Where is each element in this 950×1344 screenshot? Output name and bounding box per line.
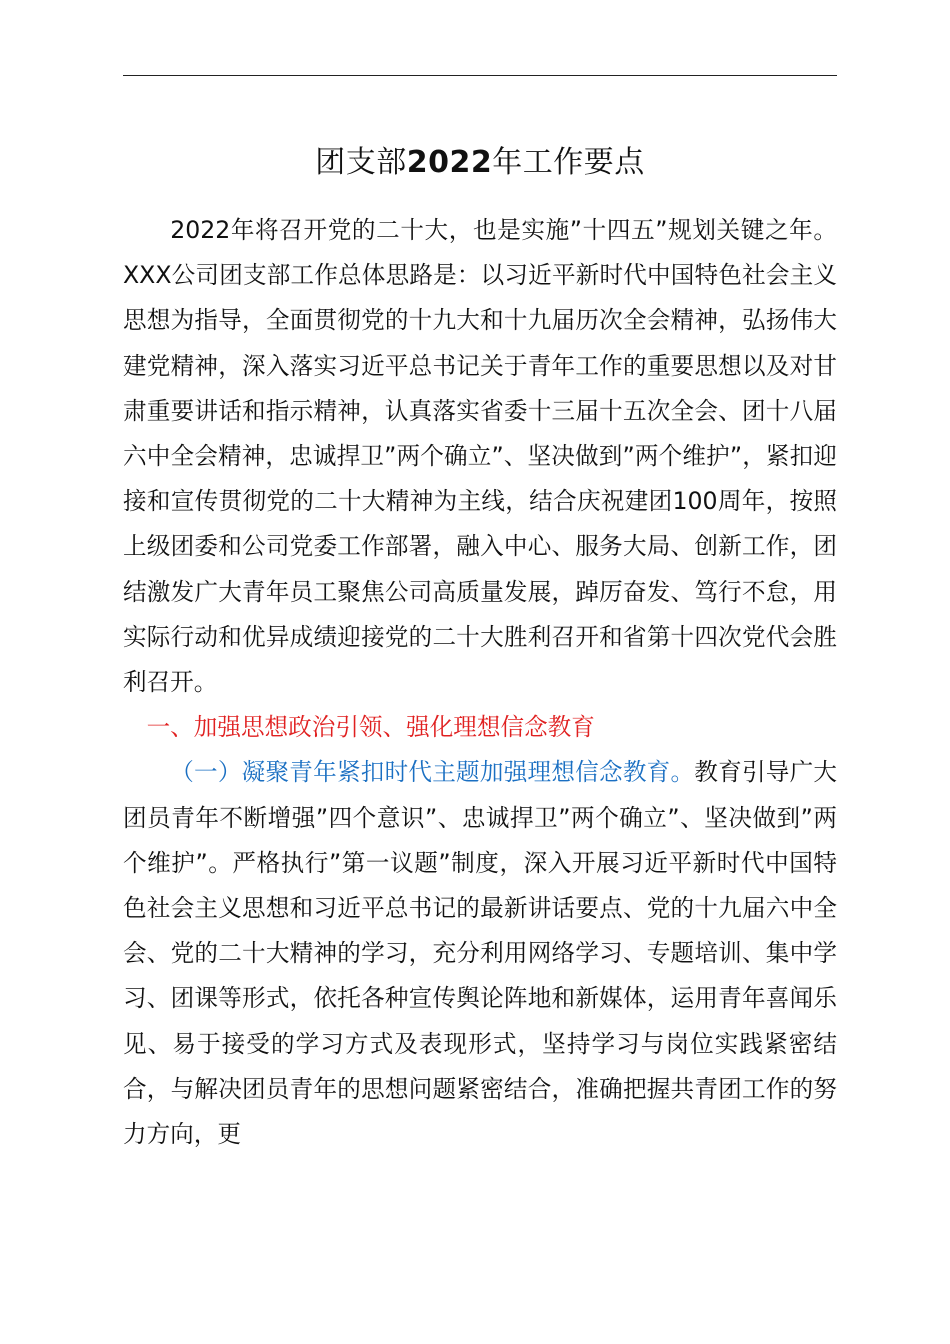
document-body xyxy=(123,208,837,1157)
section-heading: 一、加强思想政治引领、强化理想信念教育 xyxy=(146,713,595,742)
title-year: 2022 xyxy=(406,145,493,180)
intro-paragraph: 2022年将召开党的二十大，也是实施”十四五”规划关键之年。XXX公司团支部工作总体思路是：以习近平新时代中国特色社会主义思想为指导，全面贯彻党的十九大和十九届历次全会精神，弘扬伟大建党精神，深入落实习近平总书记关于青年工作的重要思想以及对甘肃重要讲话和指示精神，认真落实省委十三届十五次全会、团十八届六中全会精神，忠诚捍卫”两个确立”、坚决做到”两个维护”，紧扣迎接和宣传贯彻党的二十大精神为主线，结合庆祝建团100周年，按照上级团委和公司党委工作部署，融入中心、服务大局、创新工作，团结激发广大青年员工聚焦公司高质量发展，踔厉奋发、笃行不怠，用实际行动和优异成绩迎接党的二十大胜利召开和省第十四次党代会胜利召开。 xyxy=(123,216,837,697)
title-suffix: 年工作要点 xyxy=(492,145,645,180)
subsection-heading: （一）凝聚青年紧扣时代主题加强理想信念教育。 xyxy=(170,758,695,787)
subsection-paragraph xyxy=(123,750,837,1157)
header-rule xyxy=(123,75,837,76)
title-prefix: 团支部 xyxy=(315,145,407,180)
subsection-body: 教育引导广大团员青年不断增强”四个意识”、忠诚捍卫”两个确立”、坚决做到”两个维护”。严格执行”第一议题”制度，深入开展习近平新时代中国特色社会主义思想和习近平总书记的最新讲话要点、党的十九届六中全会、党的二十大精神的学习，充分利用网络学习、专题培训、集中学习、团课等形式，依托各种宣传舆论阵地和新媒体，运用青年喜闻乐见、易于接受的学习方式及表现形式，坚持学习与岗位实践紧密结合，与解决团员青年的思想问题紧密结合，准确把握共青团工作的努力方向，更 xyxy=(123,758,838,1149)
document-title xyxy=(123,138,837,188)
